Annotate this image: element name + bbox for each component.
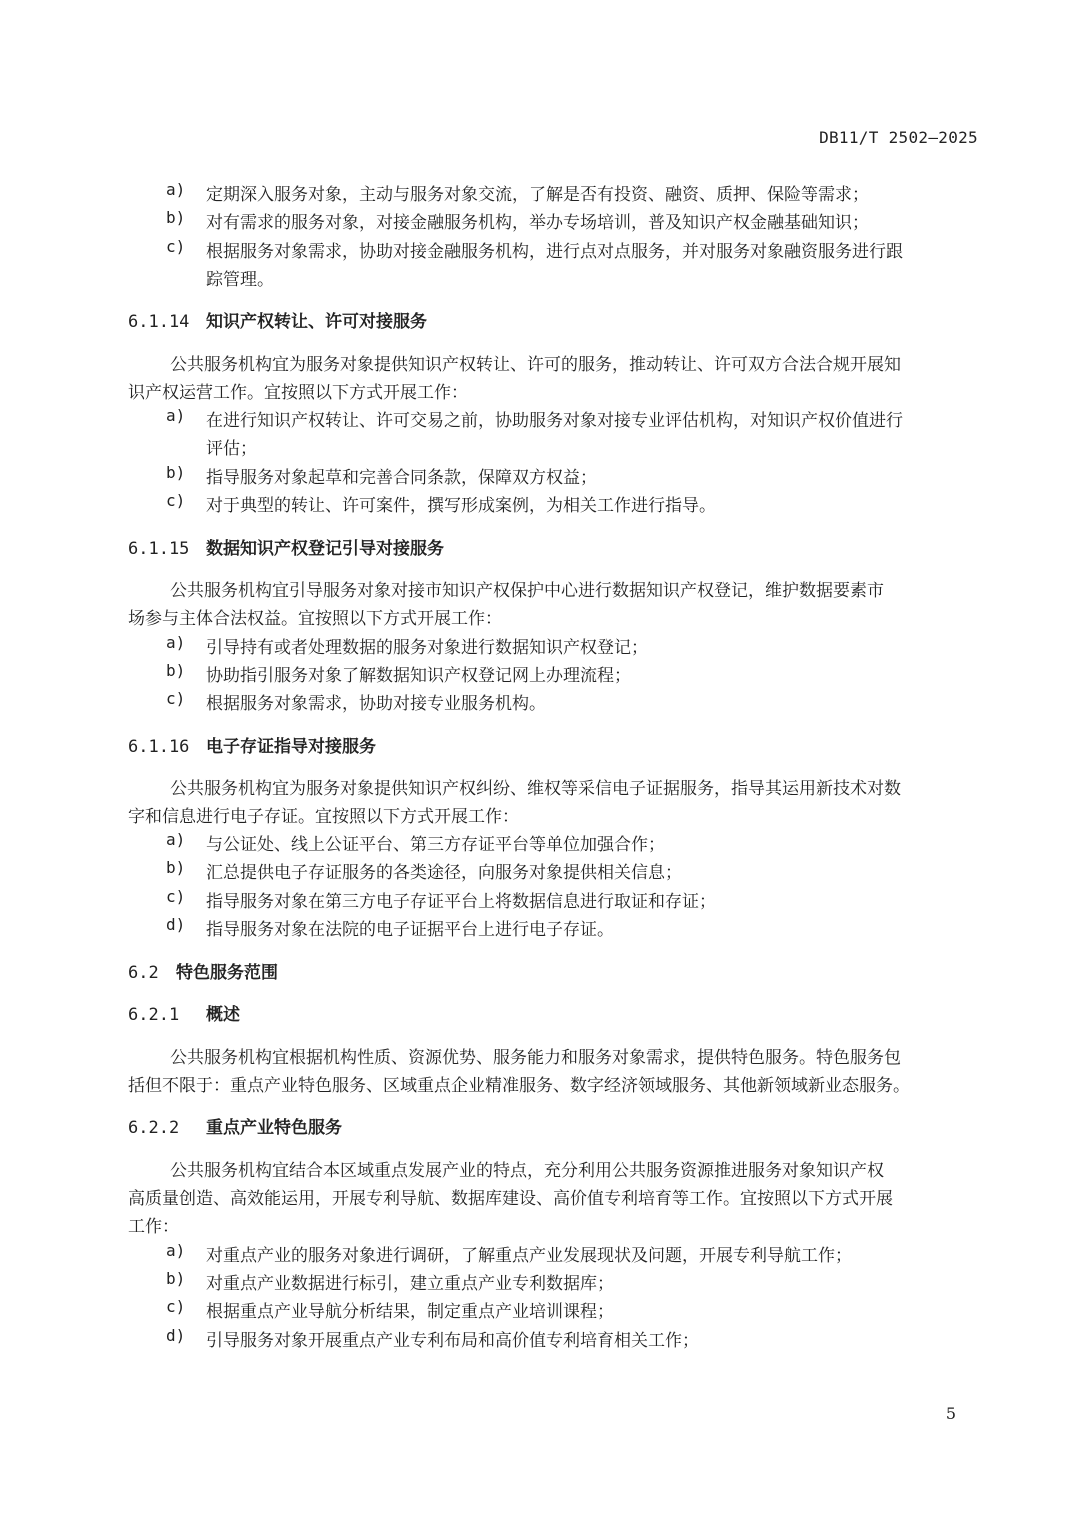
page-number: 5 (945, 1404, 956, 1423)
section-heading (128, 307, 427, 332)
section-title: 电子存证指导对接服务 (206, 737, 376, 757)
list-item-label: c) (166, 1297, 186, 1316)
list-item-text: 汇总提供电子存证服务的各类途径，向服务对象提供相关信息； (206, 863, 682, 883)
paragraph-text-continued: 工作： (128, 1217, 179, 1237)
list-item-label: a) (166, 633, 186, 652)
list-item-label: a) (166, 830, 186, 849)
list-item-label: b) (166, 661, 186, 680)
list-item-text: 指导服务对象在法院的电子证据平台上进行电子存证。 (206, 920, 614, 940)
list-item-text: 协助指引服务对象了解数据知识产权登记网上办理流程； (206, 666, 631, 686)
section-number: 6.2.2 (128, 1118, 180, 1138)
list-item-label: a) (166, 1241, 186, 1260)
paragraph-text: 公共服务机构宜引导服务对象对接市知识产权保护中心进行数据知识产权登记，维护数据要素市 (170, 581, 884, 601)
document-code-header: DB11/T 2502—2025 (819, 128, 978, 147)
section-number: 6.1.16 (128, 737, 190, 757)
list-item-label: b) (166, 1269, 186, 1288)
section-number: 6.2 (128, 963, 159, 983)
section-heading (128, 732, 376, 757)
list-item-label: b) (166, 858, 186, 877)
section-number: 6.1.15 (128, 539, 190, 559)
list-item-label: c) (166, 887, 186, 906)
list-item-label: d) (166, 1326, 186, 1345)
list-item-label: d) (166, 915, 186, 934)
paragraph-text-continued: 字和信息进行电子存证。宜按照以下方式开展工作： (128, 807, 519, 827)
list-item-label: b) (166, 208, 186, 227)
list-item-text-continued: 评估； (206, 439, 257, 459)
list-item-text: 对于典型的转让、许可案件，撰写形成案例，为相关工作进行指导。 (206, 496, 716, 516)
paragraph-text-continued: 识产权运营工作。宜按照以下方式开展工作： (128, 383, 468, 403)
list-item-label: a) (166, 180, 186, 199)
section-title: 重点产业特色服务 (206, 1118, 342, 1138)
list-item-text: 引导持有或者处理数据的服务对象进行数据知识产权登记； (206, 638, 648, 658)
paragraph-text: 公共服务机构宜为服务对象提供知识产权纠纷、维权等采信电子证据服务，指导其运用新技术对数 (170, 779, 901, 799)
section-heading (128, 534, 444, 559)
list-item-label: a) (166, 406, 186, 425)
list-item-text: 与公证处、线上公证平台、第三方存证平台等单位加强合作； (206, 835, 665, 855)
list-item-text: 根据重点产业导航分析结果，制定重点产业培训课程； (206, 1302, 614, 1322)
section-title: 概述 (206, 1005, 240, 1025)
paragraph-text-continued: 高质量创造、高效能运用，开展专利导航、数据库建设、高价值专利培育等工作。宜按照以下方式开展 (128, 1189, 893, 1209)
list-item-label: c) (166, 689, 186, 708)
list-item-text-continued: 踪管理。 (206, 270, 274, 290)
section-title: 知识产权转让、许可对接服务 (206, 312, 427, 332)
paragraph-text: 公共服务机构宜根据机构性质、资源优势、服务能力和服务对象需求，提供特色服务。特色服务包 (170, 1048, 901, 1068)
section-number: 6.2.1 (128, 1005, 180, 1025)
list-item-text: 在进行知识产权转让、许可交易之前，协助服务对象对接专业评估机构，对知识产权价值进行 (206, 411, 903, 431)
paragraph-text: 公共服务机构宜结合本区域重点发展产业的特点，充分利用公共服务资源推进服务对象知识产权 (170, 1161, 884, 1181)
list-item-label: c) (166, 237, 186, 256)
list-item-text: 对重点产业的服务对象进行调研，了解重点产业发展现状及问题，开展专利导航工作； (206, 1246, 852, 1266)
section-heading (128, 1113, 342, 1138)
list-item-text: 根据服务对象需求，协助对接专业服务机构。 (206, 694, 546, 714)
list-item-label: b) (166, 463, 186, 482)
paragraph-text-continued: 场参与主体合法权益。宜按照以下方式开展工作： (128, 609, 502, 629)
list-item-label: c) (166, 491, 186, 510)
paragraph-text-continued: 括但不限于：重点产业特色服务、区域重点企业精准服务、数字经济领域服务、其他新领域新业态服务。 (128, 1076, 910, 1096)
list-item-text: 指导服务对象起草和完善合同条款，保障双方权益； (206, 468, 597, 488)
section-heading (128, 958, 278, 983)
paragraph-text: 公共服务机构宜为服务对象提供知识产权转让、许可的服务，推动转让、许可双方合法合规开展知 (170, 355, 901, 375)
list-item-text: 定期深入服务对象，主动与服务对象交流，了解是否有投资、融资、质押、保险等需求； (206, 185, 869, 205)
list-item-text: 对有需求的服务对象，对接金融服务机构，举办专场培训，普及知识产权金融基础知识； (206, 213, 869, 233)
section-title: 数据知识产权登记引导对接服务 (206, 539, 444, 559)
list-item-text: 指导服务对象在第三方电子存证平台上将数据信息进行取证和存证； (206, 892, 716, 912)
section-number: 6.1.14 (128, 312, 190, 332)
section-title: 特色服务范围 (176, 963, 278, 983)
section-heading (128, 1000, 240, 1025)
list-item-text: 对重点产业数据进行标引，建立重点产业专利数据库； (206, 1274, 614, 1294)
list-item-text: 根据服务对象需求，协助对接金融服务机构，进行点对点服务，并对服务对象融资服务进行跟 (206, 242, 903, 262)
list-item-text: 引导服务对象开展重点产业专利布局和高价值专利培育相关工作； (206, 1331, 699, 1351)
